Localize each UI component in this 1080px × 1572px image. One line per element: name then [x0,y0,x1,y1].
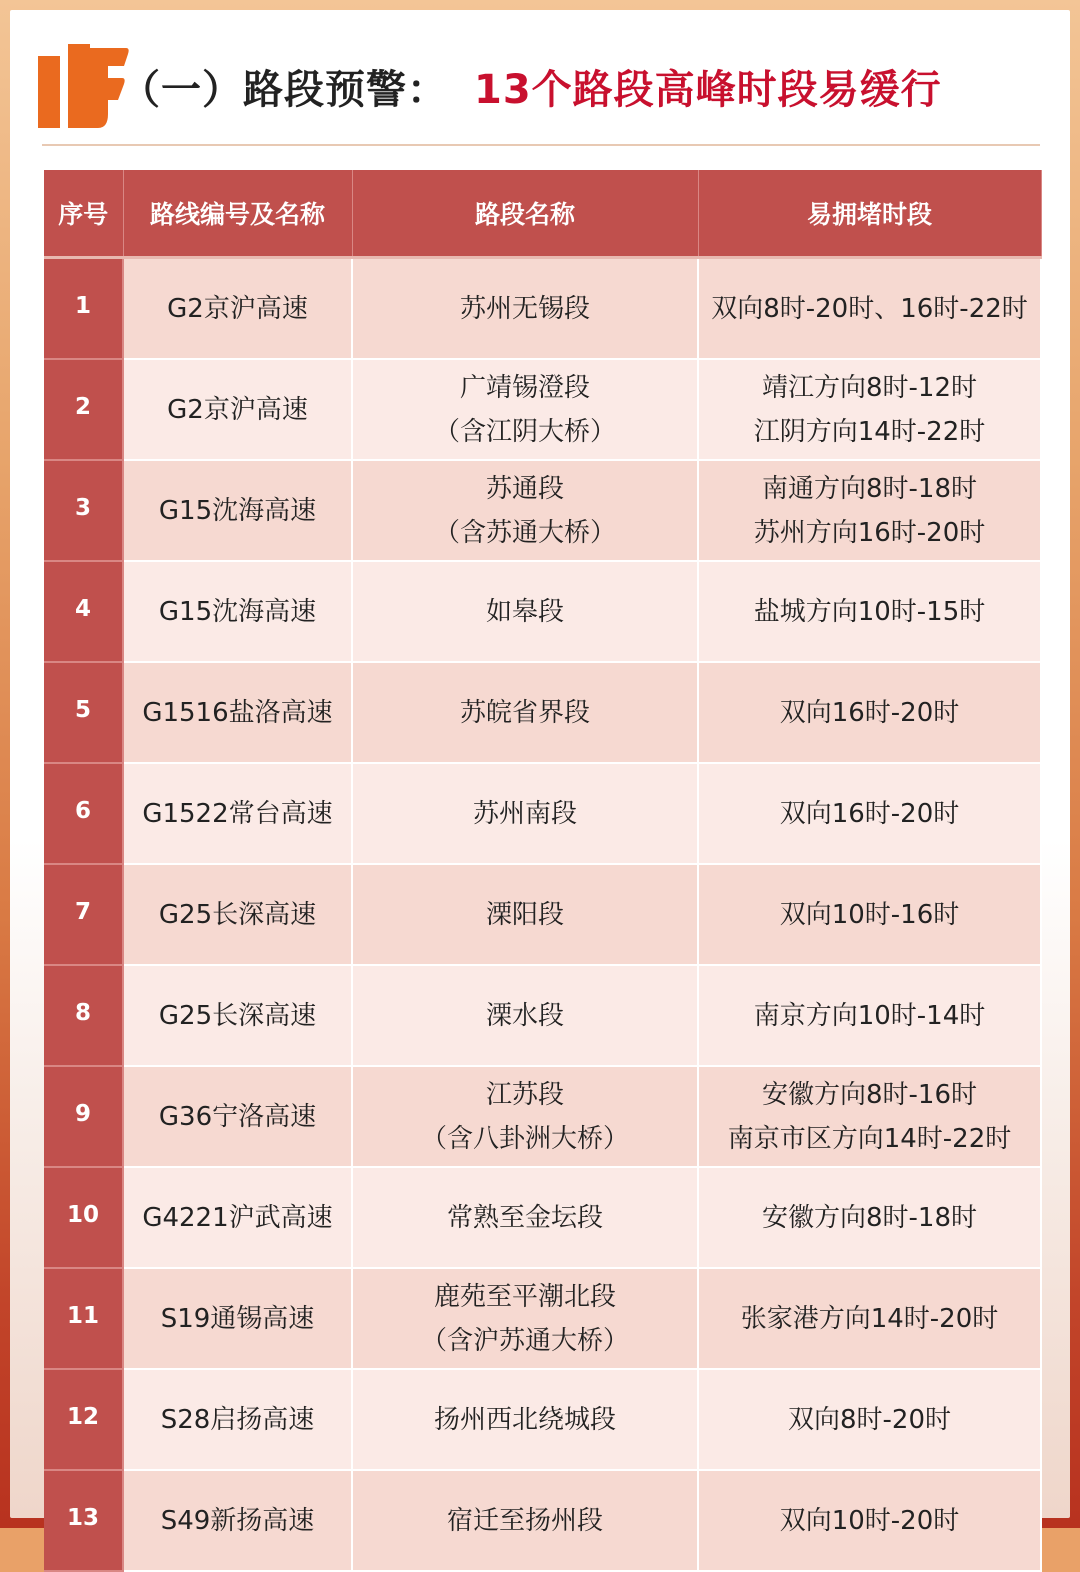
congestion-period-cell [698,1268,1041,1369]
column-header-congestion-period: 易拥堵时段 [698,170,1041,258]
flag-tab-icon [38,44,130,128]
section-name-cell [352,1369,698,1470]
row-index: 11 [44,1268,123,1369]
section-name-cell [352,763,698,864]
route-name-cell: S49新扬高速 [123,1470,352,1571]
section-name-cell [352,460,698,561]
congestion-period-line: 盐城方向10时-15时 [753,596,986,627]
congestion-period-line: 靖江方向8时-12时 [761,372,977,403]
row-index: 9 [44,1066,123,1167]
congestion-period-line: 苏州方向16时-20时 [753,517,986,548]
route-name-cell: S19通锡高速 [123,1268,352,1369]
section-name-line: 鹿苑至平潮北段 [433,1281,616,1312]
table-row [44,258,1041,360]
section-name-cell [352,359,698,460]
route-name-cell: G36宁洛高速 [123,1066,352,1167]
route-name-cell: G1516盐洛高速 [123,662,352,763]
section-name-line: 苏皖省界段 [459,697,590,728]
column-header-route: 路线编号及名称 [123,170,352,258]
congestion-period-cell [698,763,1041,864]
section-name-cell [352,258,698,360]
congestion-period-line: 南通方向8时-18时 [761,473,977,504]
route-name-cell: S28启扬高速 [123,1369,352,1470]
route-name-cell: G15沈海高速 [123,460,352,561]
congestion-period-cell [698,864,1041,965]
congestion-period-cell [698,1470,1041,1571]
section-name-line: 广靖锡澄段 [459,372,590,403]
row-index: 6 [44,763,123,864]
table-header-row [44,170,1041,258]
section-name-cell [352,1268,698,1369]
route-name-cell: G25长深高速 [123,864,352,965]
section-name-cell [352,864,698,965]
section-name-cell [352,1470,698,1571]
table-row [44,763,1041,864]
route-name-cell: G4221沪武高速 [123,1167,352,1268]
congestion-period-cell [698,359,1041,460]
row-index: 1 [44,258,123,360]
table-row [44,561,1041,662]
congestion-period-line: 江阴方向14时-22时 [753,416,986,447]
divider [42,144,1040,146]
row-index: 4 [44,561,123,662]
column-header-index: 序号 [44,170,123,258]
table-row [44,1470,1041,1571]
section-name-line: （含八卦洲大桥） [420,1123,629,1154]
congestion-period-line: 南京市区方向14时-22时 [727,1123,1012,1154]
table-row [44,1369,1041,1470]
row-index: 8 [44,965,123,1066]
section-name-cell [352,662,698,763]
congestion-period-cell [698,561,1041,662]
table-row [44,864,1041,965]
section-name-cell [352,1066,698,1167]
congestion-period-line: 双向10时-20时 [779,1505,960,1536]
row-index: 12 [44,1369,123,1470]
route-name-cell: G2京沪高速 [123,359,352,460]
section-label: （一）路段预警： [120,67,448,113]
row-index: 13 [44,1470,123,1571]
congestion-period-line: 南京方向10时-14时 [753,1000,986,1031]
section-name-line: 如皋段 [485,596,564,627]
section-name-line: 溧水段 [485,1000,564,1031]
congestion-period-cell [698,1369,1041,1470]
table-row [44,965,1041,1066]
row-index: 5 [44,662,123,763]
congestion-period-line: 双向16时-20时 [779,697,960,728]
row-index: 10 [44,1167,123,1268]
section-name-line: （含沪苏通大桥） [420,1325,629,1356]
section-name-cell [352,965,698,1066]
section-name-cell [352,1167,698,1268]
congestion-period-cell [698,965,1041,1066]
table-row [44,1268,1041,1369]
section-name-line: 苏州南段 [472,798,577,829]
congestion-period-line: 安徽方向8时-16时 [761,1079,977,1110]
table-row [44,662,1041,763]
congestion-period-cell [698,1167,1041,1268]
route-name-cell: G15沈海高速 [123,561,352,662]
row-index: 7 [44,864,123,965]
table-row [44,1167,1041,1268]
congestion-period-cell [698,460,1041,561]
page-header [38,40,1038,132]
row-index: 3 [44,460,123,561]
congestion-period-line: 双向16时-20时 [779,798,960,829]
table-row [44,460,1041,561]
section-name-line: 江苏段 [485,1079,564,1110]
table-row [44,359,1041,460]
section-name-line: 宿迁至扬州段 [446,1505,603,1536]
route-name-cell: G1522常台高速 [123,763,352,864]
section-name-line: 常熟至金坛段 [446,1202,603,1233]
section-name-line: 苏州无锡段 [459,293,590,324]
section-name-line: 扬州西北绕城段 [433,1404,616,1435]
congestion-period-line: 双向8时-20时 [787,1404,951,1435]
congestion-period-cell [698,1066,1041,1167]
section-name-cell [352,561,698,662]
congestion-period-cell [698,662,1041,763]
congestion-period-line: 张家港方向14时-20时 [740,1303,999,1334]
route-name-cell: G2京沪高速 [123,258,352,360]
congestion-period-cell [698,258,1041,360]
section-name-line: （含苏通大桥） [433,517,616,548]
section-name-line: 溧阳段 [485,899,564,930]
route-name-cell: G25长深高速 [123,965,352,1066]
congestion-period-line: 安徽方向8时-18时 [761,1202,977,1233]
table-body [44,258,1041,1572]
congestion-period-line: 双向10时-16时 [779,899,960,930]
section-name-line: 苏通段 [485,473,564,504]
row-index: 2 [44,359,123,460]
warning-table [44,170,1042,1572]
congestion-period-line: 双向8时-20时、16时-22时 [711,293,1028,324]
table-row [44,1066,1041,1167]
page-title: 13个路段高峰时段易缓行 [474,67,942,113]
column-header-section: 路段名称 [352,170,698,258]
section-name-line: （含江阴大桥） [433,416,616,447]
